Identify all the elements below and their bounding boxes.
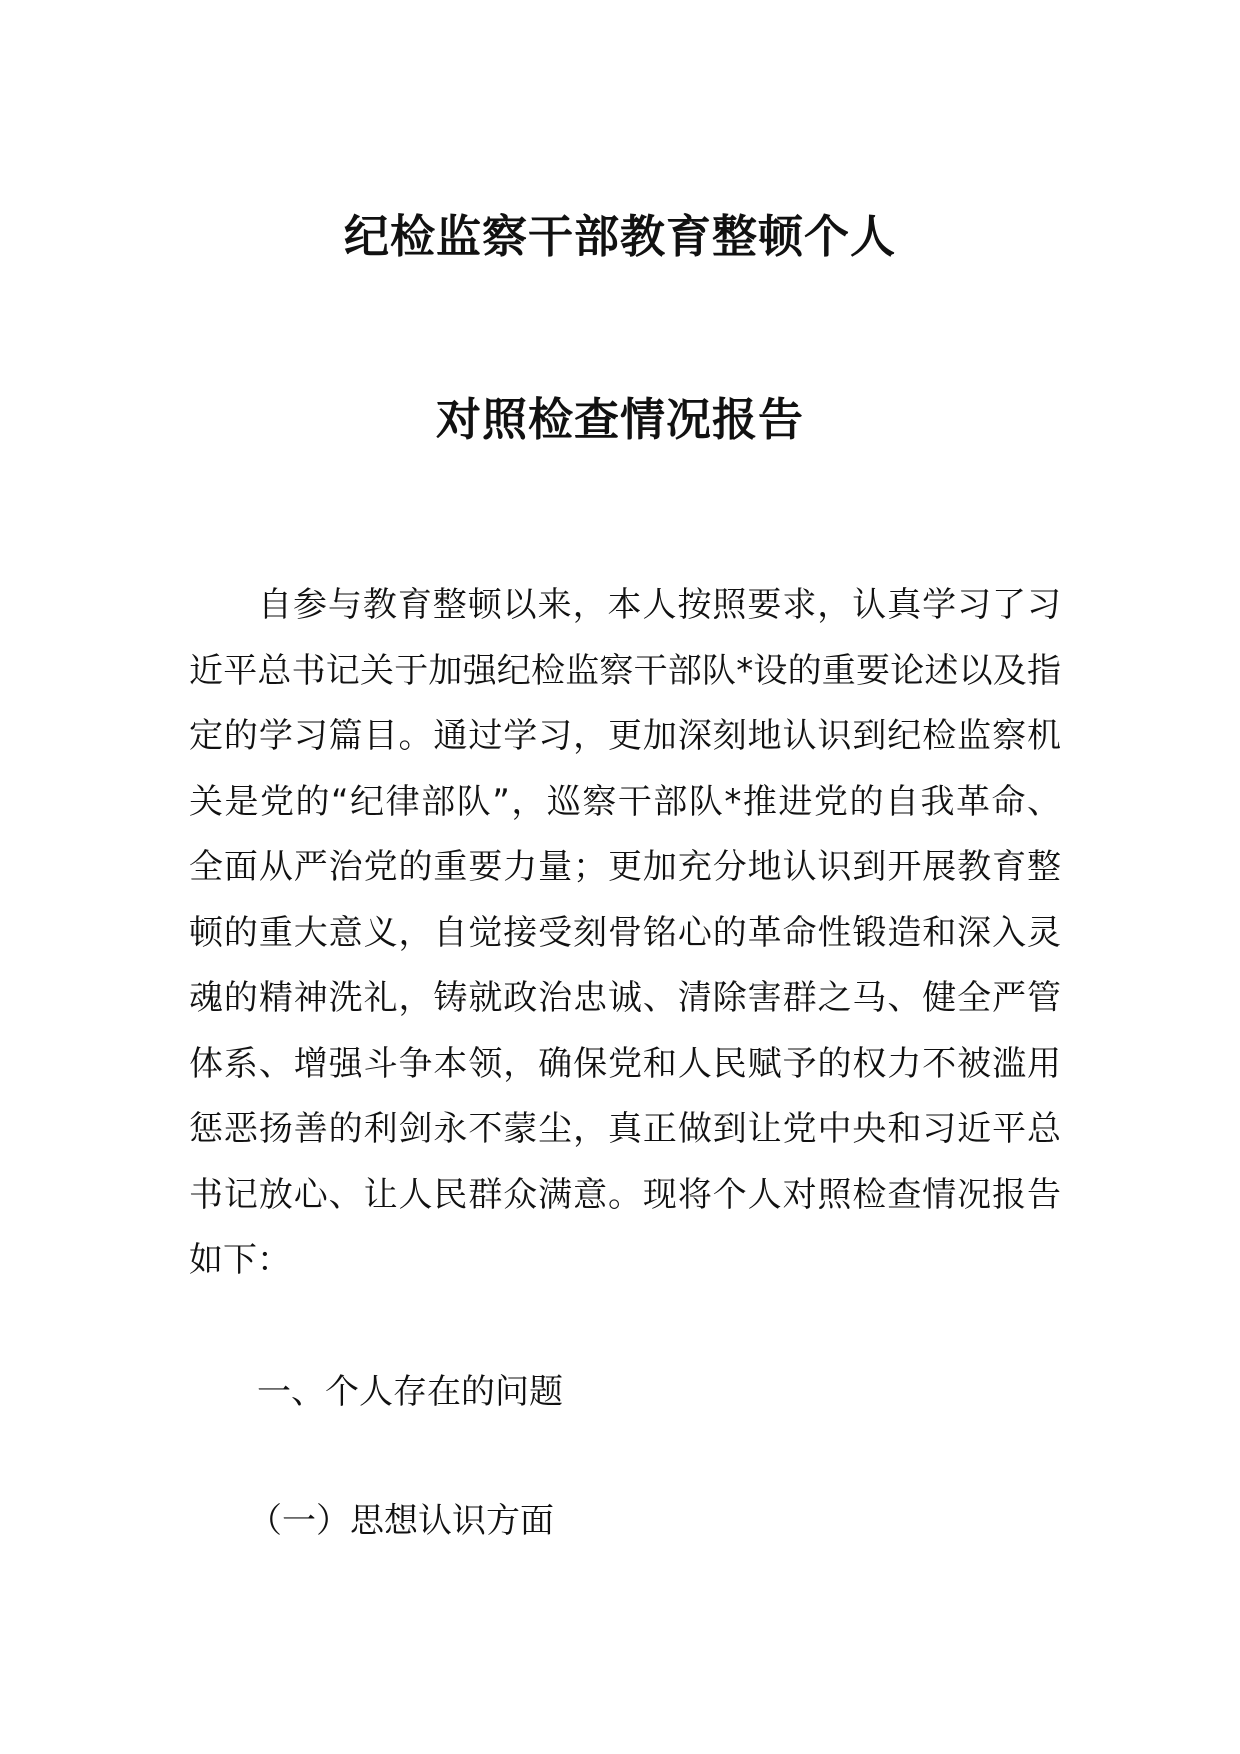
paragraph-line: 顿的重大意义，自觉接受刻骨铭心的革命性锻造和深入灵 [189, 912, 1061, 953]
paragraph-line: 定的学习篇目。通过学习，更加深刻地认识到纪检监察机 [189, 716, 1061, 756]
paragraph-line: 关是党的“纪律部队”，巡察干部队*推进党的自我革命、 [189, 781, 1061, 822]
paragraph-line: 惩恶扬善的利剑永不蒙尘，真正做到让党中央和习近平总 [189, 1109, 1061, 1149]
section-heading: 一、个人存在的问题 [257, 1372, 563, 1412]
paragraph-line: 自参与教育整顿以来，本人按照要求，认真学习了习 [258, 585, 1061, 625]
subsection-heading: （一）思想认识方面 [248, 1501, 554, 1541]
paragraph-line: 书记放心、让人民群众满意。现将个人对照检查情况报告 [189, 1174, 1061, 1215]
paragraph-line: 体系、增强斗争本领，确保党和人民赋予的权力不被滥用 [189, 1043, 1061, 1084]
document-title-line-1: 纪检监察干部教育整顿个人 [343, 210, 896, 263]
paragraph-line: 如下： [189, 1240, 291, 1280]
document-title-line-2: 对照检查情况报告 [435, 393, 804, 446]
paragraph-line: 近平总书记关于加强纪检监察干部队*设的重要论述以及指 [189, 650, 1061, 691]
paragraph-line: 全面从严治党的重要力量；更加充分地认识到开展教育整 [189, 847, 1061, 887]
paragraph-line: 魂的精神洗礼，铸就政治忠诚、清除害群之马、健全严管 [189, 978, 1061, 1018]
